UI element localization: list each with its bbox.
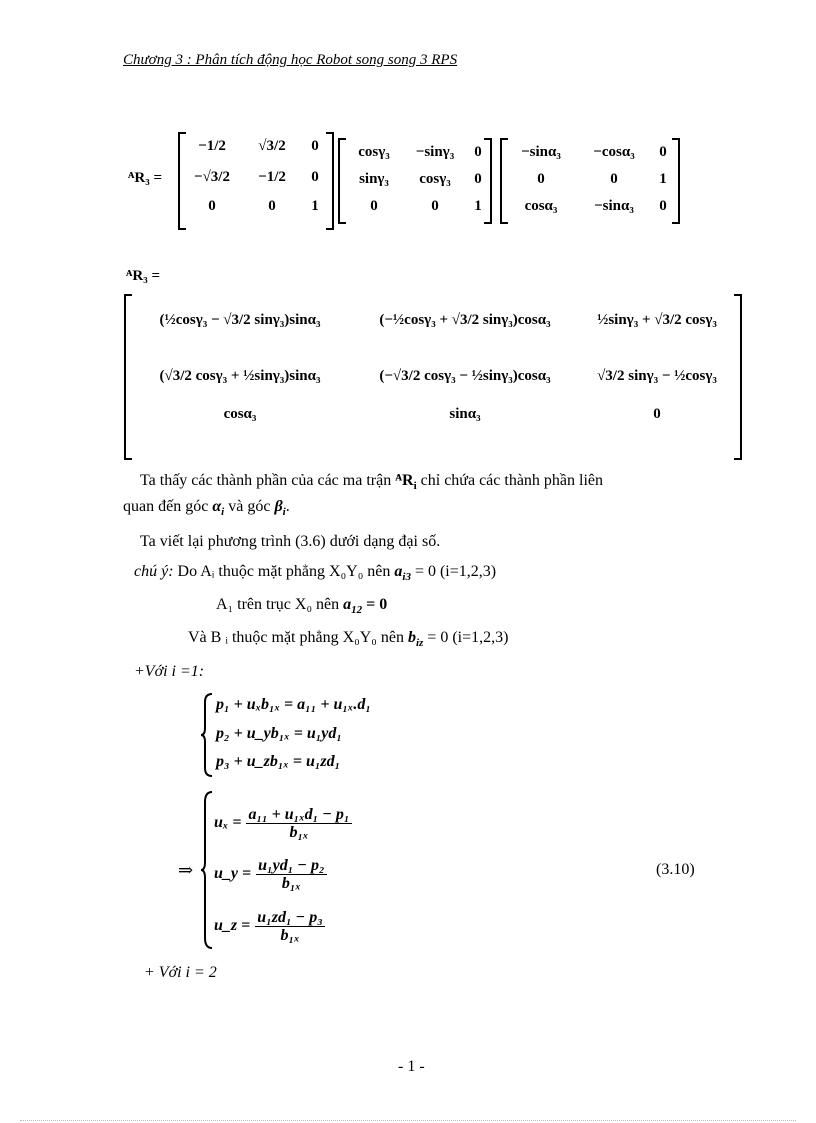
paragraph-2: Ta viết lại phương trình (3.6) dưới dạng đại số. — [140, 533, 441, 550]
note-line-3: Và B ᵢ thuộc mặt phẳng X₀Y₀ nên $b_{iz} = 0$ (i=1,2,3) — [188, 629, 509, 650]
note-line-1: chú ý: Do Aᵢ thuộc mặt phẳng X₀Y₀ nên $a_{i3} = 0$ (i=1,2,3) — [134, 563, 497, 584]
paragraph-1-line-1: Ta thấy các thành phần của các ma trận ᴬR$_i$ chỉ chứa các thành phần liên — [140, 472, 604, 493]
page-number: - 1 - — [398, 1058, 425, 1075]
paragraph-1-line-2: quan đến góc $\alpha_i$ và góc $\beta_i$. — [123, 498, 290, 519]
page-header: Chương 3 : Phân tích động học Robot song song 3 RPS — [123, 52, 458, 68]
case-i-2-label: + Với i = 2 — [144, 964, 217, 981]
page-bottom-border — [20, 1120, 796, 1121]
eq1-lhs: ᴬR₃ = — [128, 170, 163, 186]
eq2-lhs: ᴬR₃ = — [126, 268, 161, 284]
case-i-1-label: +Với i =1: — [134, 663, 205, 680]
equation-number: (3.10) — [656, 861, 695, 878]
note-line-2: A₁ trên trục X₀ nên $a_{12} = 0$ — [216, 596, 388, 617]
